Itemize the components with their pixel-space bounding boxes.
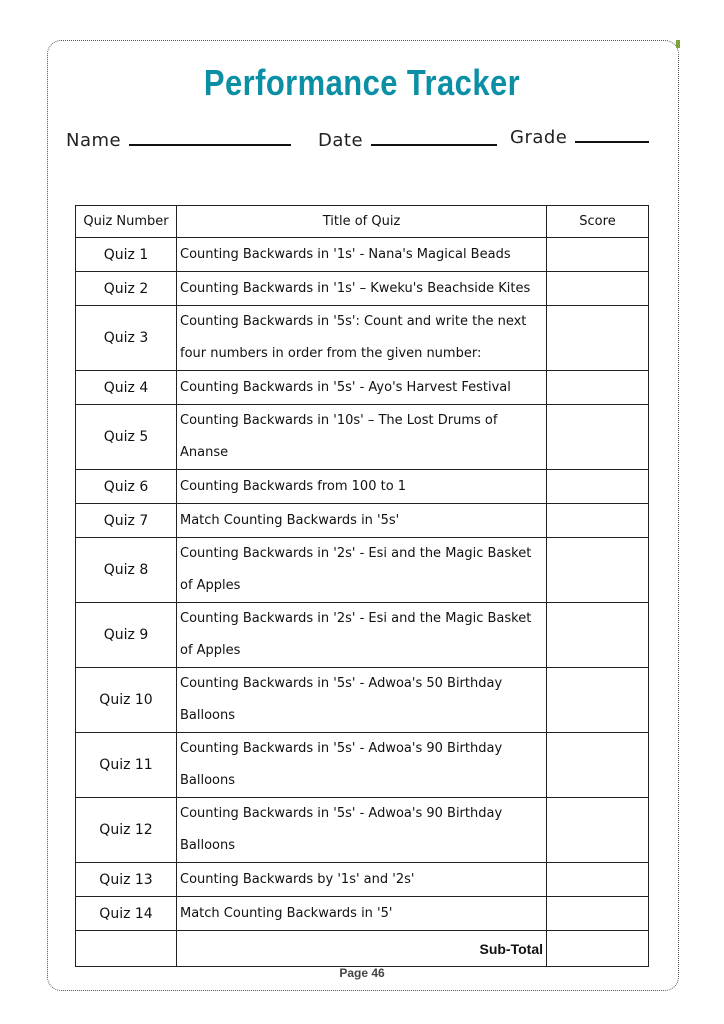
date-label: Date — [318, 130, 364, 151]
grade-label: Grade — [510, 127, 568, 148]
table-row — [76, 306, 649, 371]
header-score: Score — [547, 206, 649, 238]
quiz-number: Quiz 5 — [76, 405, 177, 470]
quiz-title: Match Counting Backwards in '5s' — [177, 504, 547, 538]
name-field[interactable] — [66, 130, 291, 151]
quiz-title: Counting Backwards in '2s' - Esi and the Magic Basket of Apples — [177, 538, 547, 603]
subtotal-empty-cell — [76, 931, 177, 967]
quiz-title: Counting Backwards in '2s' - Esi and the Magic Basket of Apples — [177, 603, 547, 668]
table-row — [76, 371, 649, 405]
quiz-title: Counting Backwards in '1s' - Nana's Magical Beads — [177, 238, 547, 272]
page-title: Performance Tracker — [203, 62, 521, 103]
table-row — [76, 272, 649, 306]
quiz-title: Counting Backwards in '5s' - Adwoa's 50 Birthday Balloons — [177, 668, 547, 733]
corner-accent — [676, 40, 680, 48]
quiz-number: Quiz 2 — [76, 272, 177, 306]
quiz-title: Counting Backwards in '5s' - Adwoa's 90 Birthday Balloons — [177, 733, 547, 798]
quiz-number: Quiz 14 — [76, 897, 177, 931]
score-cell[interactable] — [547, 371, 649, 405]
score-cell[interactable] — [547, 405, 649, 470]
quiz-number: Quiz 11 — [76, 733, 177, 798]
quiz-title: Counting Backwards in '5s': Count and write the next four numbers in order from the given number: — [177, 306, 547, 371]
header-quiz-number: Quiz Number — [76, 206, 177, 238]
quiz-title: Counting Backwards in '5s' - Adwoa's 90 Birthday Balloons — [177, 798, 547, 863]
quiz-number: Quiz 10 — [76, 668, 177, 733]
score-cell[interactable] — [547, 798, 649, 863]
date-field[interactable] — [318, 130, 497, 151]
table-row — [76, 603, 649, 668]
header-title: Title of Quiz — [177, 206, 547, 238]
table-row — [76, 504, 649, 538]
quiz-number: Quiz 9 — [76, 603, 177, 668]
performance-table — [75, 205, 649, 967]
score-cell[interactable] — [547, 272, 649, 306]
score-cell[interactable] — [547, 733, 649, 798]
score-cell[interactable] — [547, 603, 649, 668]
subtotal-score-cell[interactable] — [547, 931, 649, 967]
score-cell[interactable] — [547, 504, 649, 538]
quiz-number: Quiz 8 — [76, 538, 177, 603]
quiz-title: Counting Backwards in '10s' – The Lost Drums of Ananse — [177, 405, 547, 470]
score-cell[interactable] — [547, 238, 649, 272]
page-number: Page 46 — [339, 966, 385, 980]
table-row — [76, 668, 649, 733]
score-cell[interactable] — [547, 668, 649, 733]
quiz-title: Counting Backwards in '5s' - Ayo's Harvest Festival — [177, 371, 547, 405]
table-row — [76, 470, 649, 504]
quiz-number: Quiz 6 — [76, 470, 177, 504]
table-row — [76, 863, 649, 897]
table-row — [76, 733, 649, 798]
subtotal-label: Sub-Total — [177, 931, 547, 967]
quiz-title: Counting Backwards by '1s' and '2s' — [177, 863, 547, 897]
quiz-number: Quiz 7 — [76, 504, 177, 538]
score-cell[interactable] — [547, 538, 649, 603]
grade-line[interactable] — [575, 140, 649, 143]
name-label: Name — [66, 130, 122, 151]
quiz-number: Quiz 4 — [76, 371, 177, 405]
quiz-number: Quiz 12 — [76, 798, 177, 863]
name-line[interactable] — [129, 143, 291, 146]
subtotal-row — [76, 931, 649, 967]
quiz-number: Quiz 13 — [76, 863, 177, 897]
quiz-number: Quiz 1 — [76, 238, 177, 272]
quiz-title: Counting Backwards in '1s' – Kweku's Beachside Kites — [177, 272, 547, 306]
quiz-number: Quiz 3 — [76, 306, 177, 371]
score-cell[interactable] — [547, 306, 649, 371]
table-row — [76, 405, 649, 470]
score-cell[interactable] — [547, 470, 649, 504]
quiz-title: Match Counting Backwards in '5' — [177, 897, 547, 931]
table-header-row — [76, 206, 649, 238]
quiz-title: Counting Backwards from 100 to 1 — [177, 470, 547, 504]
table-row — [76, 798, 649, 863]
score-cell[interactable] — [547, 863, 649, 897]
table-row — [76, 238, 649, 272]
date-line[interactable] — [371, 143, 497, 146]
table-row — [76, 897, 649, 931]
score-cell[interactable] — [547, 897, 649, 931]
grade-field[interactable] — [510, 127, 649, 148]
table-row — [76, 538, 649, 603]
